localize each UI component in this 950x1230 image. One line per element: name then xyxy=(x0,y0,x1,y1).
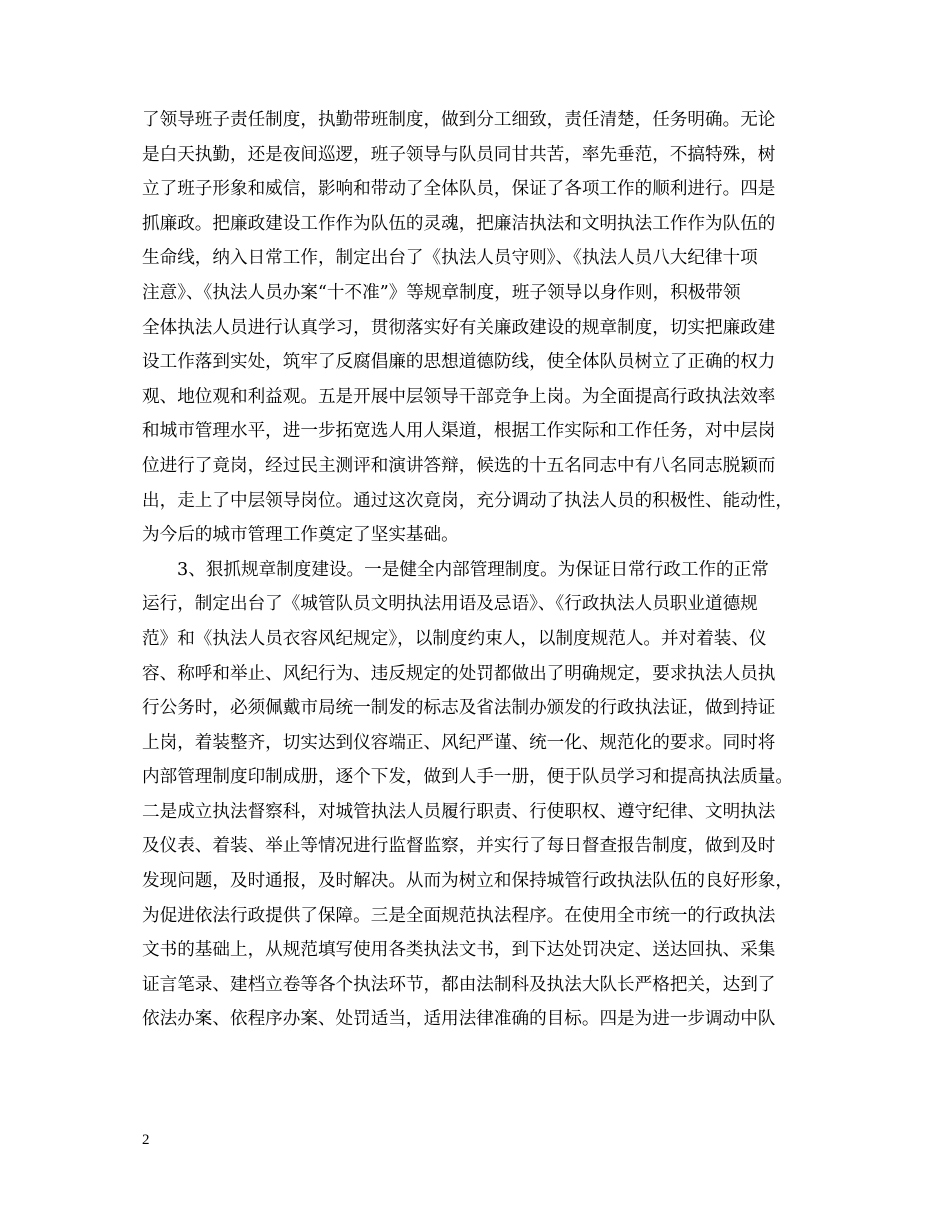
text-line: 生命线，纳入日常工作，制定出台了《执法人员守则》、《执法人员八大纪律十项 xyxy=(142,248,758,269)
text-line: 内部管理制度印制成册，逐个下发，做到人手一册，便于队员学习和提高执法质量。 xyxy=(142,767,793,788)
text-line: 上岗，着装整齐，切实达到仪容端正、风纪严谨、统一化、规范化的要求。同时将 xyxy=(142,732,776,753)
text-line: 设工作落到实处，筑牢了反腐倡廉的思想道德防线，使全体队员树立了正确的权力 xyxy=(142,352,776,373)
text-line: 出，走上了中层领导岗位。通过这次竟岗，充分调动了执法人员的积极性、能动性， xyxy=(142,490,793,511)
text-line: 抓廉政。把廉政建设工作作为队伍的灵魂，把廉洁执法和文明执法工作作为队伍的 xyxy=(142,213,776,234)
text-line: 容、称呼和举止、风纪行为、违反规定的处罚都做出了明确规定，要求执法人员执 xyxy=(142,663,776,684)
document-body xyxy=(142,103,822,1037)
text-line: 及仪表、着装、举止等情况进行监督监察，并实行了每日督查报告制度，做到及时 xyxy=(142,836,776,857)
text-line: 为今后的城市管理工作奠定了坚实基础。 xyxy=(142,525,459,546)
text-line: 和城市管理水平，进一步拓宽选人用人渠道，根据工作实际和工作任务，对中层岗 xyxy=(142,421,776,442)
text-line: 范》和《执法人员衣容风纪规定》，以制度约束人，以制度规范人。并对着装、仪 xyxy=(142,628,767,649)
text-line: 全体执法人员进行认真学习，贯彻落实好有关廉政建设的规章制度，切实把廉政建 xyxy=(142,317,776,338)
text-line: 了领导班子责任制度，执勤带班制度，做到分工细致，责任清楚，任务明确。无论 xyxy=(142,110,776,130)
text-line: 文书的基础上，从规范填写使用各类执法文书，到下达处罚决定、送达回执、采集 xyxy=(142,940,776,961)
text-line: 运行，制定出台了《城管队员文明执法用语及忌语》、《行政执法人员职业道德规 xyxy=(142,594,758,615)
text-line: 立了班子形象和威信，影响和带动了全体队员，保证了各项工作的顺利进行。四是 xyxy=(142,179,776,200)
text-line: 注意》、《执法人员办案“十不准”》等规章制度，班子领导以身作则，积极带领 xyxy=(142,282,741,303)
text-line: 行公务时，必须佩戴市局统一制发的标志及省法制办颁发的行政执法证，做到持证 xyxy=(142,698,776,719)
text-line: 二是成立执法督察科，对城管执法人员履行职责、行使职权、遵守纪律、文明执法 xyxy=(142,801,776,822)
page-number: 2 xyxy=(142,1132,150,1148)
text-line: 位进行了竟岗，经过民主测评和演讲答辩，候选的十五名同志中有八名同志脱颖而 xyxy=(142,455,776,476)
text-line: 依法办案、依程序办案、处罚适当，适用法律准确的目标。四是为进一步调动中队 xyxy=(142,1009,776,1030)
text-line: 发现问题，及时通报，及时解决。从而为树立和保持城管行政执法队伍的良好形象， xyxy=(142,871,793,892)
text-line: 观、地位观和利益观。五是开展中层领导干部竞争上岗。为全面提高行政执法效率 xyxy=(142,386,776,407)
text-line: 为促进依法行政提供了保障。三是全面规范执法程序。在使用全市统一的行政执法 xyxy=(142,905,776,926)
text-line: 是白天执勤，还是夜间巡逻，班子领导与队员同甘共苦，率先垂范，不搞特殊，树 xyxy=(142,144,776,165)
text-line: 3、狠抓规章制度建设。一是健全内部管理制度。为保证日常行政工作的正常 xyxy=(177,559,769,580)
text-line: 证言笔录、建档立卷等各个执法环节，都由法制科及执法大队长严格把关，达到了 xyxy=(142,974,776,995)
